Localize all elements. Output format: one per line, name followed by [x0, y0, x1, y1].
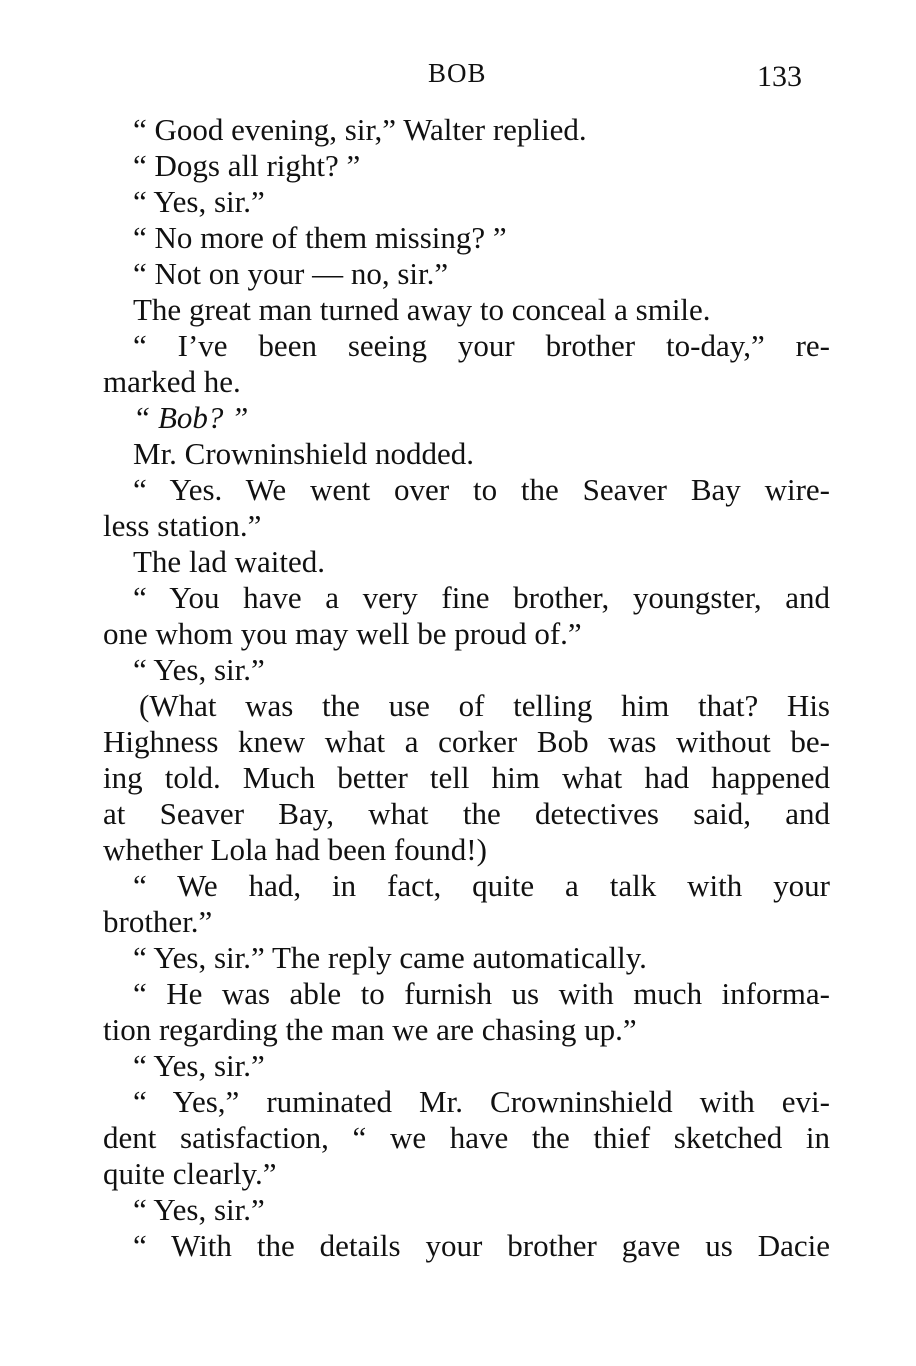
text-line: one whom you may well be proud of.”	[103, 616, 582, 651]
text-line: “ I’ve been seeing your brother to-day,” re-	[133, 328, 830, 363]
text-line: “ Yes, sir.”	[133, 652, 265, 687]
text-line: “ Not on your — no, sir.”	[133, 256, 449, 291]
text-line: “ Bob? ”	[133, 400, 249, 435]
text-line: brother.”	[103, 904, 213, 939]
running-head	[0, 58, 916, 94]
text-line: “ Yes, sir.”	[133, 1192, 265, 1227]
text-line: “ Dogs all right? ”	[133, 148, 361, 183]
text-line: at Seaver Bay, what the detectives said, and	[103, 796, 830, 831]
text-line: ing told. Much better tell him what had happened	[103, 760, 830, 795]
text-line: The lad waited.	[133, 544, 325, 579]
text-line: “ We had, in fact, quite a talk with your	[133, 868, 830, 903]
text-line: Mr. Crowninshield nodded.	[133, 436, 474, 471]
text-line: whether Lola had been found!)	[103, 832, 487, 867]
text-line: “ You have a very fine brother, youngster, and	[133, 580, 830, 615]
text-line: “ No more of them missing? ”	[133, 220, 507, 255]
text-line: dent satisfaction, “ we have the thief sketched in	[103, 1120, 830, 1155]
text-line: “ Yes. We went over to the Seaver Bay wire-	[133, 472, 830, 507]
text-line: “ Yes, sir.” The reply came automatically.	[133, 940, 647, 975]
text-line: quite clearly.”	[103, 1156, 277, 1191]
text-line: marked he.	[103, 364, 241, 399]
text-line: “ Yes, sir.”	[133, 1048, 265, 1083]
text-line: tion regarding the man we are chasing up.”	[103, 1012, 637, 1047]
text-line: The great man turned away to conceal a smile.	[133, 292, 711, 327]
text-line: less station.”	[103, 508, 262, 543]
text-line: “ Yes, sir.”	[133, 184, 265, 219]
text-line: “ With the details your brother gave us Dacie	[133, 1228, 830, 1263]
page-number: 133	[757, 60, 802, 93]
text-line: “ He was able to furnish us with much informa-	[133, 976, 830, 1011]
text-line: (What was the use of telling him that? His	[139, 688, 830, 723]
text-line: “ Yes,” ruminated Mr. Crowninshield with evi-	[133, 1084, 830, 1119]
body-text	[103, 112, 830, 1264]
text-line: “ Good evening, sir,” Walter replied.	[133, 112, 587, 147]
running-title: BOB	[428, 58, 487, 88]
text-line: Highness knew what a corker Bob was without be-	[103, 724, 830, 759]
